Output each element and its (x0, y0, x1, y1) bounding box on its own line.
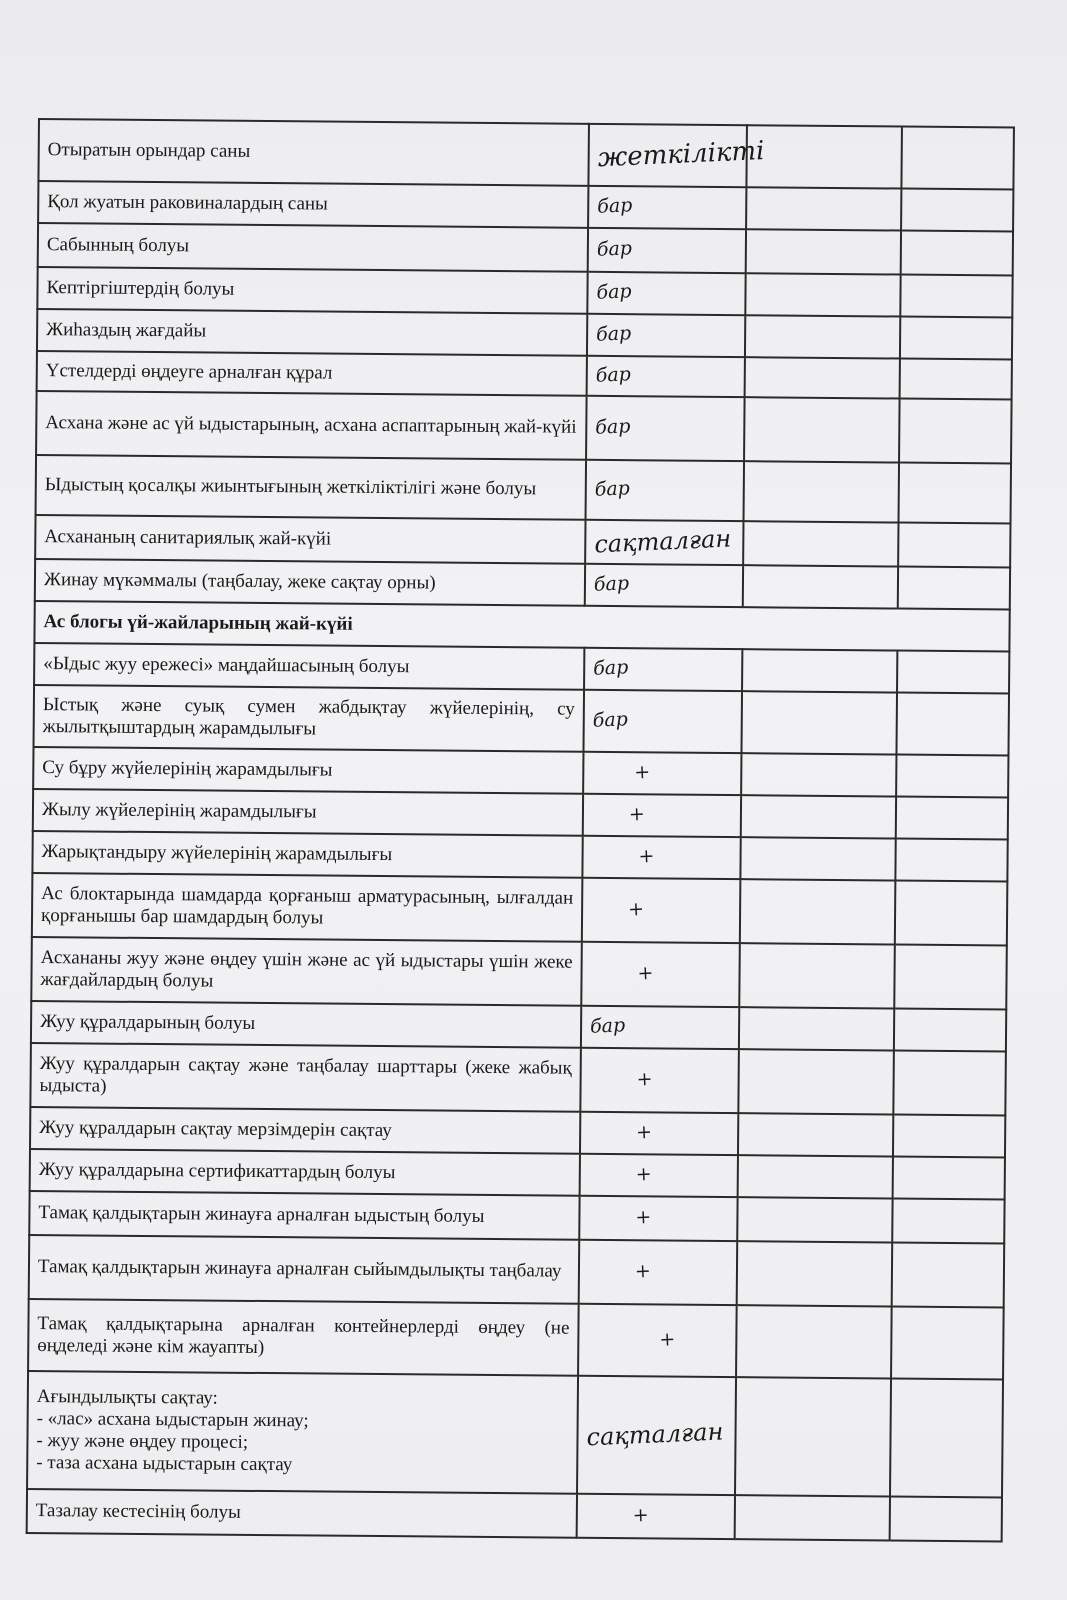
criterion-cell: Ас блоктарында шамдарда қорғаныш арматурасының, ылғалдан қорғанышы бар шамдардың болуы (32, 873, 583, 942)
table-row (29, 1235, 1005, 1308)
criterion-cell: Жиһаздың жағдайы (37, 309, 587, 356)
handwritten-mark: + (583, 794, 741, 837)
empty-cell (894, 1009, 1006, 1052)
empty-cell (892, 1198, 1004, 1243)
criterion-cell: Отыратын орындар саны (38, 119, 589, 186)
empty-cell (745, 357, 900, 398)
empty-cell (744, 461, 900, 522)
table-row (36, 391, 1012, 464)
criterion-cell: Тамақ қалдықтарын жинауға арналған сыйымдылықты таңбалау (29, 1235, 580, 1304)
empty-cell (735, 1377, 891, 1496)
empty-cell (739, 943, 895, 1008)
empty-cell (895, 839, 1007, 882)
empty-cell (738, 1155, 893, 1198)
empty-cell (898, 567, 1010, 610)
handwritten-mark: + (579, 1240, 738, 1305)
empty-cell (893, 1115, 1005, 1158)
empty-cell (746, 187, 901, 230)
table-row (28, 1299, 1004, 1380)
table-row (27, 1371, 1003, 1498)
criterion-cell: Тамақ қалдықтарын жинауға арналған ыдыстың болуы (29, 1191, 579, 1240)
empty-cell (741, 691, 897, 754)
section-title: Ас блогы үй-жайларының жай-күйі (34, 601, 1009, 652)
empty-cell (893, 1157, 1005, 1200)
empty-cell (746, 229, 901, 274)
empty-cell (737, 1197, 892, 1242)
empty-cell (744, 397, 900, 462)
table-row (27, 1489, 1002, 1542)
criterion-cell: «Ыдыс жуу ережесі» маңдайшасының болуы (34, 643, 584, 690)
empty-cell (899, 399, 1012, 464)
handwritten-mark: + (580, 1048, 739, 1113)
handwritten-mark: бар (583, 690, 742, 753)
empty-cell (740, 837, 895, 880)
empty-cell (901, 231, 1013, 276)
criterion-cell: Жуу құралдарына сертификаттардың болуы (30, 1149, 580, 1196)
handwritten-mark: бар (587, 356, 745, 397)
handwritten-mark: + (582, 836, 740, 879)
table-row (38, 119, 1014, 190)
empty-cell (890, 1378, 1003, 1497)
criterion-cell: Жинау мүкәммалы (таңбалау, жеке сақтау орны) (35, 559, 585, 606)
criterion-cell: Жуу құралдарын сақтау мерзімдерін сақтау (30, 1107, 580, 1154)
criterion-cell: Жарықтандыру жүйелерінің жарамдылығы (32, 831, 582, 878)
empty-cell (743, 565, 898, 608)
empty-cell (746, 125, 902, 188)
empty-cell (898, 523, 1010, 568)
empty-cell (743, 521, 898, 566)
criterion-cell: Ыдыстың қосалқы жиынтығының жеткіліктілігі және болуы (36, 455, 587, 520)
criterion-cell: Қол жуатын раковиналардың саны (38, 181, 588, 228)
empty-cell (892, 1242, 1005, 1307)
handwritten-mark: + (578, 1304, 737, 1377)
empty-cell (736, 1305, 892, 1378)
empty-cell (740, 879, 896, 944)
handwritten-mark: бар (586, 396, 745, 461)
criterion-cell: Сабынның болуы (38, 223, 588, 272)
empty-cell (899, 463, 1012, 524)
empty-cell (895, 881, 1008, 946)
handwritten-mark: бар (588, 228, 746, 273)
empty-cell (741, 795, 896, 838)
criterion-cell: Асхана және ас үй ыдыстарының, асхана аспаптарының жай-күйі (36, 391, 587, 460)
handwritten-mark: бар (588, 186, 746, 229)
empty-cell (896, 755, 1008, 798)
empty-cell (738, 1049, 894, 1114)
handwritten-mark: бар (581, 1006, 739, 1049)
empty-cell (737, 1241, 893, 1306)
empty-cell (901, 189, 1013, 232)
empty-cell (900, 359, 1012, 400)
handwritten-mark: + (581, 942, 740, 1007)
criterion-cell: Су бұру жүйелерінің жарамдылығы (33, 747, 583, 794)
empty-cell (890, 1496, 1002, 1541)
handwritten-mark: + (580, 1112, 738, 1155)
criterion-cell: Ағындылықты сақтау: - «лас» асхана ыдыстарын жинау; - жуу және өңдеу процесі; - таза асхана ыдыстарын сақтау (27, 1371, 578, 1494)
criterion-cell: Асхананы жуу және өңдеу үшін және ас үй ыдыстары үшін жеке жағдайлардың болуы (31, 937, 582, 1006)
handwritten-mark: сақталған (577, 1376, 736, 1495)
empty-cell (741, 753, 896, 796)
empty-cell (896, 693, 1009, 756)
empty-cell (891, 1306, 1004, 1379)
table-row (30, 1043, 1006, 1116)
empty-cell (745, 273, 900, 316)
handwritten-mark: + (583, 752, 741, 795)
criterion-cell: Жуу құралдарын сақтау және таңбалау шарттары (жеке жабық ыдыста) (30, 1043, 581, 1112)
handwritten-mark: + (580, 1154, 738, 1197)
criterion-cell: Жуу құралдарының болуы (31, 1001, 581, 1048)
criterion-cell: Ыстық және суық сумен жабдықтау жүйелерінің, су жылытқыштардың жарамдылығы (34, 685, 585, 752)
handwritten-mark: бар (586, 460, 745, 521)
empty-cell (900, 275, 1012, 318)
empty-cell (745, 315, 900, 358)
handwritten-mark: + (579, 1196, 737, 1241)
criterion-cell: Үстелдерді өңдеуге арналған құрал (37, 351, 587, 396)
empty-cell (896, 797, 1008, 840)
empty-cell (742, 649, 897, 692)
handwritten-mark: + (582, 878, 741, 943)
handwritten-mark: бар (585, 564, 743, 607)
empty-cell (893, 1051, 1006, 1116)
handwritten-mark: + (577, 1494, 735, 1539)
table-row (34, 685, 1010, 756)
empty-cell (901, 127, 1014, 190)
handwritten-mark: сақталған (585, 520, 743, 565)
empty-cell (735, 1495, 890, 1540)
table-row (36, 455, 1011, 524)
empty-cell (894, 945, 1007, 1010)
criterion-cell: Кептіргіштердің болуы (37, 267, 587, 314)
empty-cell (738, 1113, 893, 1156)
criterion-cell: Асхананың санитариялық жай-күйі (35, 515, 585, 564)
inspection-checklist-table (26, 118, 1015, 1542)
criterion-cell: Тамақ қалдықтарына арналған контейнерлерді өңдеу (не өңделеді және кім жауапты) (28, 1299, 579, 1376)
criterion-cell: Тазалау кестесінің болуы (27, 1489, 577, 1538)
handwritten-mark: бар (584, 648, 742, 691)
handwritten-mark: бар (587, 272, 745, 315)
empty-cell (897, 651, 1009, 694)
handwritten-mark: жеткілікті (588, 124, 747, 187)
table-row (32, 873, 1008, 946)
empty-cell (739, 1007, 894, 1050)
handwritten-mark: бар (587, 314, 745, 357)
criterion-cell: Жылу жүйелерінің жарамдылығы (33, 789, 583, 836)
table-row (31, 937, 1007, 1010)
empty-cell (900, 317, 1012, 360)
